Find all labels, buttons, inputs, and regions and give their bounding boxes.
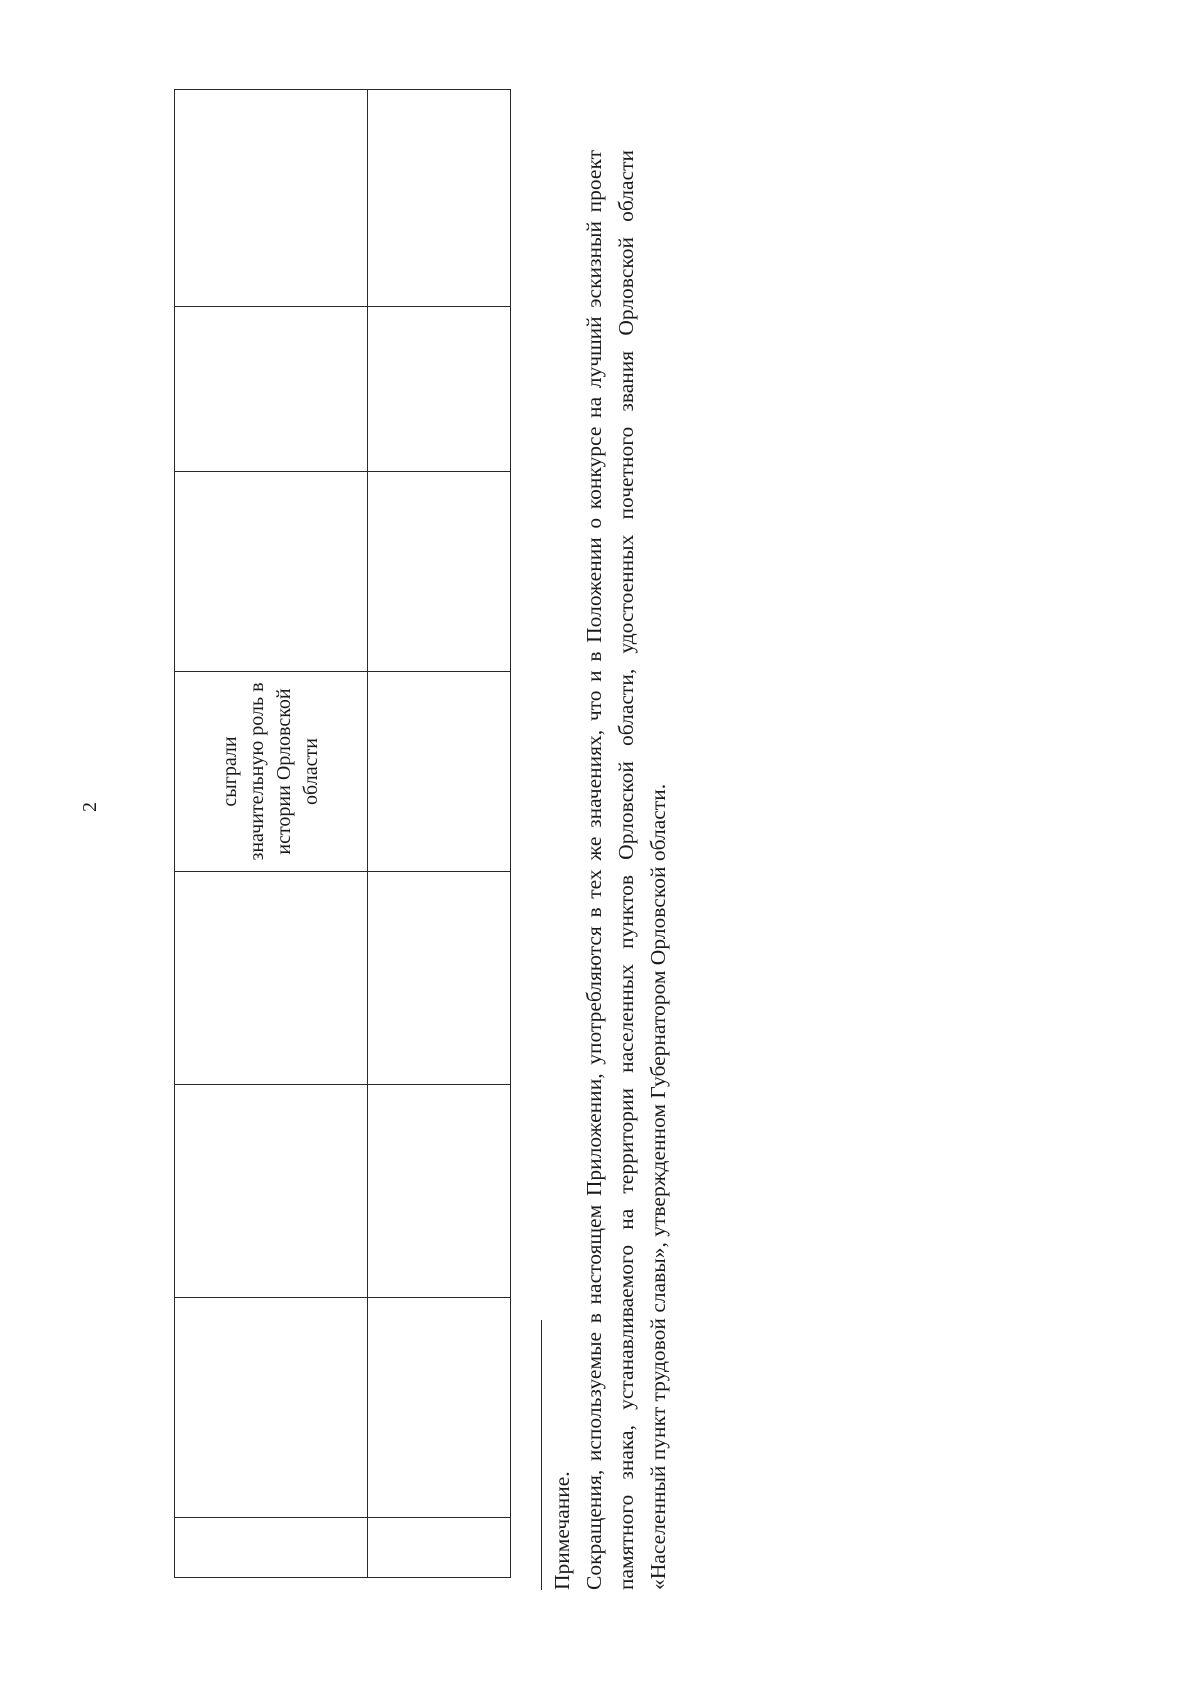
table-cell bbox=[368, 472, 511, 672]
table-cell bbox=[175, 307, 368, 472]
footnote-rule bbox=[541, 1320, 542, 1590]
table-cell bbox=[175, 1518, 368, 1578]
table-cell bbox=[175, 872, 368, 1085]
page-number: 2 bbox=[79, 802, 101, 812]
table-cell bbox=[368, 1518, 511, 1578]
table-cell bbox=[175, 1085, 368, 1298]
table-cell bbox=[368, 672, 511, 872]
table-cell bbox=[175, 672, 368, 872]
footnote bbox=[541, 150, 674, 1590]
table-cell bbox=[175, 1298, 368, 1518]
footnote-text: Сокращения, используемые в настоящем Приложении, употребляются в тех же значениях, что и в Положении о конкурсе на лучший эскизный проект памятного знака, устанавливаемого на территории населенных пунктов Орловской области, удостоенных почетного звания Орловской области «Населенный пункт трудовой славы», утвержденном Губернатором Орловской области. bbox=[582, 150, 670, 1590]
table-cell bbox=[175, 472, 368, 672]
table-cell bbox=[368, 1085, 511, 1298]
table-cell bbox=[368, 90, 511, 307]
table-cell bbox=[368, 872, 511, 1085]
table-row bbox=[175, 90, 368, 1578]
table-cell bbox=[175, 90, 368, 307]
footnote-title: Примечание. bbox=[550, 1471, 574, 1590]
data-table bbox=[174, 89, 511, 1578]
table-cell bbox=[368, 307, 511, 472]
table-cell-text: сыграли значительную роль в истории Орловской области bbox=[219, 682, 322, 861]
table-cell bbox=[368, 1298, 511, 1518]
table-row bbox=[368, 90, 511, 1578]
